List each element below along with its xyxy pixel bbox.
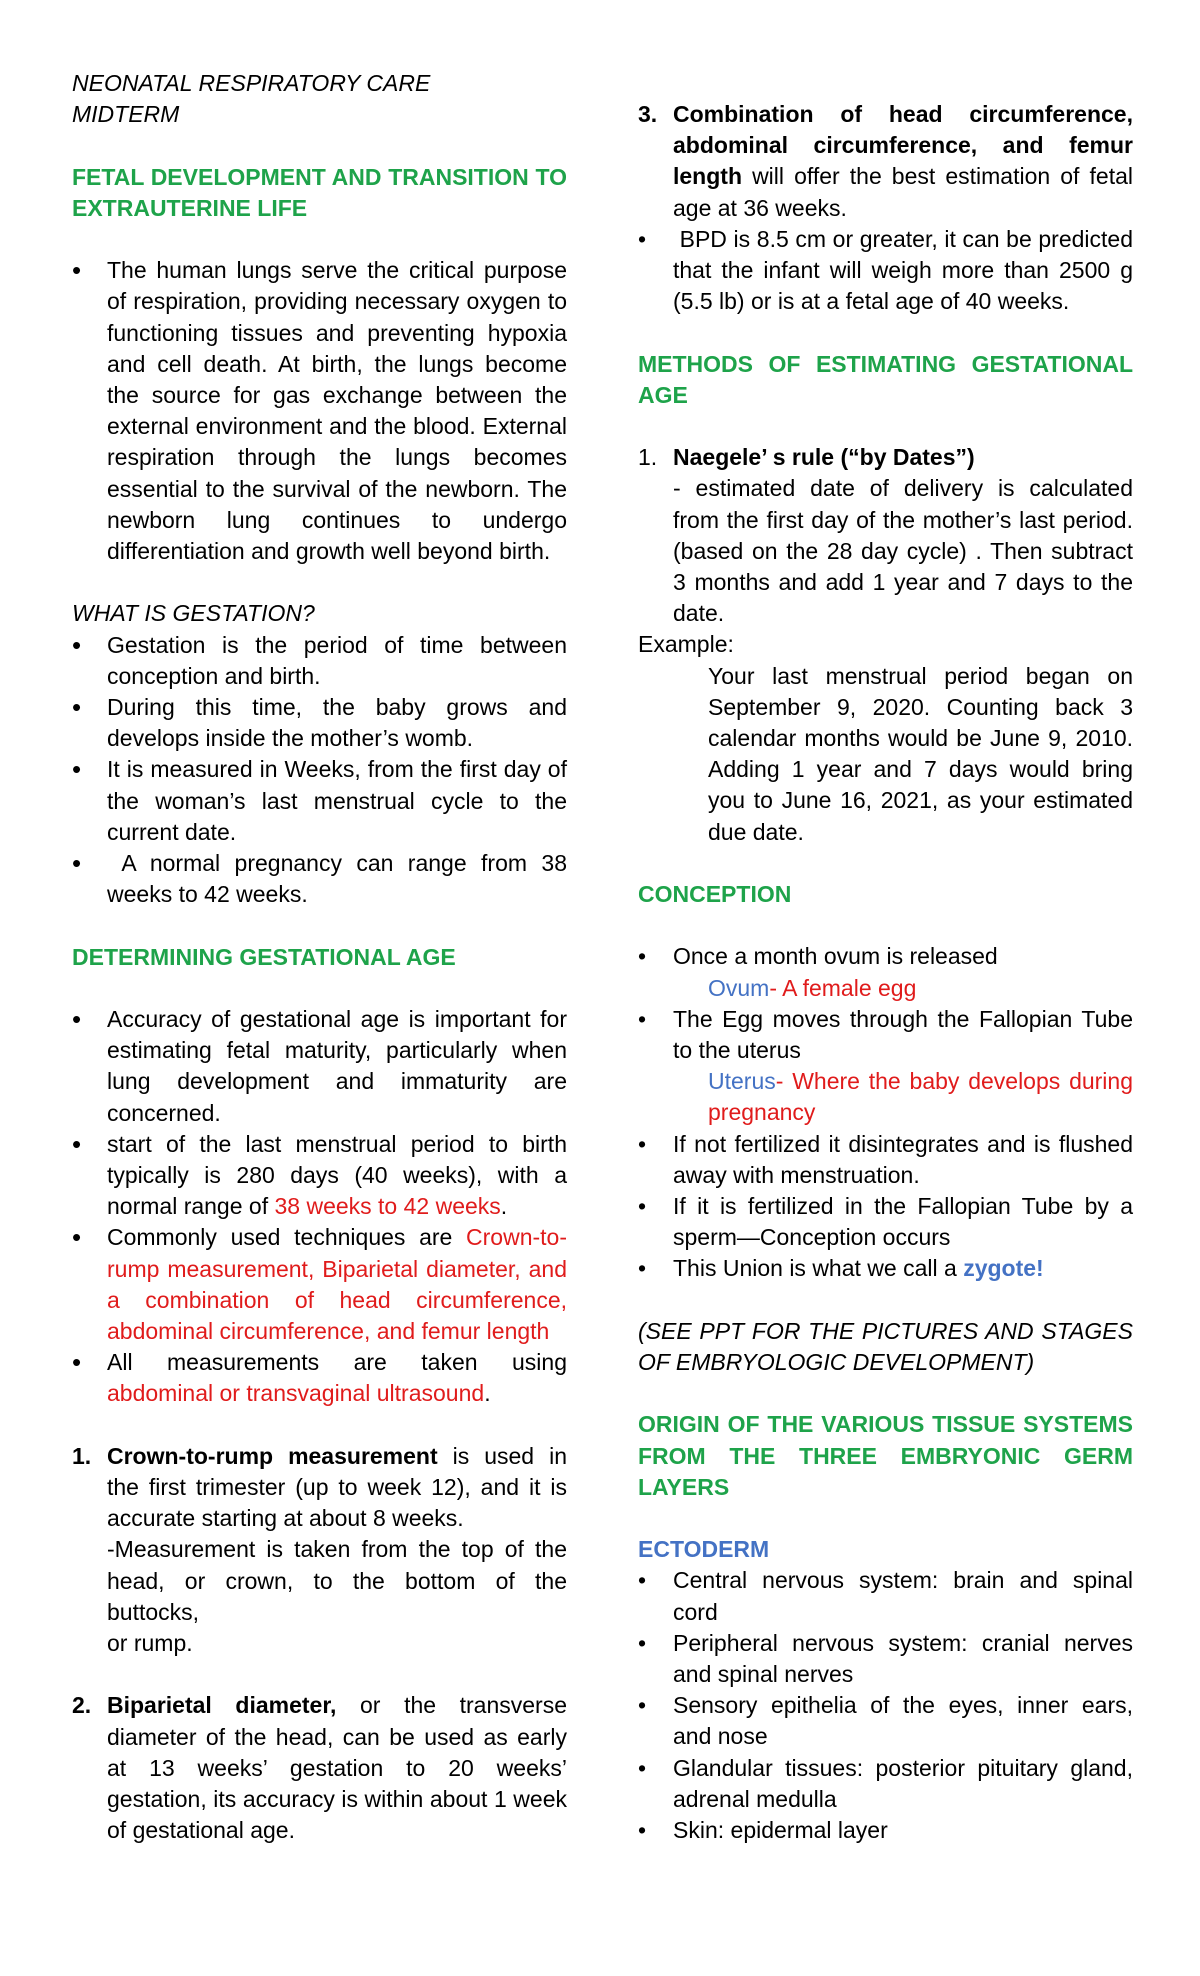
ovum-definition bbox=[638, 973, 1133, 1004]
zygote-term: zygote! bbox=[963, 1255, 1044, 1282]
determining-item-1 bbox=[72, 1004, 567, 1129]
numbered-item-1 bbox=[72, 1441, 567, 1659]
bullet-icon: • bbox=[638, 1567, 647, 1594]
example-label: Example: bbox=[638, 631, 734, 658]
ectoderm-text-3: Sensory epithelia of the eyes, inner ears, and nose bbox=[673, 1692, 1133, 1750]
determining-item-4 bbox=[72, 1347, 567, 1409]
bullet-icon: • bbox=[638, 1193, 647, 1220]
bpd-text: BPD is 8.5 cm or greater, it can be predicted that the infant will weigh more than 2500 g (5.5 lb) or is at a fetal age of 40 weeks. bbox=[673, 225, 1140, 315]
crown-rump-measurement-note: -Measurement is taken from the top of the head, or crown, to the bottom of the buttocks, bbox=[107, 1536, 567, 1625]
determining-text-4: All measurements are taken using bbox=[107, 1349, 567, 1376]
period: . bbox=[500, 1193, 508, 1220]
heading-what-is-gestation: WHAT IS GESTATION? bbox=[72, 600, 315, 627]
bullet-icon: • bbox=[72, 255, 82, 286]
heading-fetal-development: FETAL DEVELOPMENT AND TRANSITION TO EXTRAUTERINE LIFE bbox=[72, 163, 567, 221]
course-title: NEONATAL RESPIRATORY CARE bbox=[72, 70, 431, 96]
gestation-text-4: A normal pregnancy can range from 38 weeks to 42 weeks. bbox=[107, 850, 574, 908]
bullet-icon: • bbox=[72, 1347, 82, 1378]
bullet-icon: • bbox=[638, 225, 647, 252]
determining-item-2 bbox=[72, 1129, 567, 1223]
biparietal-term: Biparietal diameter, bbox=[107, 1692, 337, 1719]
ectoderm-item-3 bbox=[638, 1690, 1133, 1752]
ovum-term: Ovum bbox=[708, 974, 770, 1001]
exam-label: MIDTERM bbox=[72, 101, 180, 128]
bullet-icon: • bbox=[638, 1130, 647, 1157]
ultrasound-highlight: abdominal or transvaginal ultrasound bbox=[107, 1380, 485, 1407]
gestation-item-3 bbox=[72, 754, 567, 848]
ectoderm-item-1 bbox=[638, 1565, 1133, 1627]
naegele-title: Naegele’ s rule (“by Dates”) bbox=[673, 444, 975, 471]
combination-desc: will offer the best estimation of fetal age at 36 weeks. bbox=[673, 163, 1133, 221]
number-label: 1. bbox=[72, 1442, 92, 1469]
conception-item-2 bbox=[638, 1004, 1133, 1066]
bullet-icon: • bbox=[72, 754, 82, 785]
ectoderm-text-1: Central nervous system: brain and spinal cord bbox=[673, 1567, 1133, 1625]
heading-methods: METHODS OF ESTIMATING GESTATIONAL AGE bbox=[638, 350, 1133, 408]
ectoderm-item-4 bbox=[638, 1753, 1133, 1815]
ovum-def: - A female egg bbox=[769, 974, 917, 1001]
conception-text-5: This Union is what we call a bbox=[673, 1255, 964, 1282]
gestation-item-4 bbox=[72, 848, 574, 910]
bullet-icon: • bbox=[638, 1255, 647, 1282]
bullet-icon: • bbox=[72, 629, 82, 660]
heading-determining-gestational-age: DETERMINING GESTATIONAL AGE bbox=[72, 943, 456, 970]
crown-rump-note-end: or rump. bbox=[107, 1630, 193, 1657]
bullet-icon: • bbox=[638, 1817, 647, 1844]
heading-ectoderm: ECTODERM bbox=[638, 1536, 770, 1563]
conception-text-2: The Egg moves through the Fallopian Tube to the uterus bbox=[673, 1005, 1133, 1064]
normal-range-highlight: 38 weeks to 42 weeks bbox=[274, 1193, 501, 1220]
number-label: 1. bbox=[638, 444, 658, 471]
naegele-desc: - estimated date of delivery is calculated from the first day of the mother’s last period. (based on the 28 day cycle) . Then subtract 3 months and add 1 year and 7 days to the date. bbox=[673, 475, 1133, 627]
determining-text-2: start of the last menstrual period to birth typically is 280 days (40 weeks), with a normal range of bbox=[107, 1130, 567, 1220]
heading-origin: ORIGIN OF THE VARIOUS TISSUE SYSTEMS FROM THE THREE EMBRYONIC GERM LAYERS bbox=[638, 1411, 1133, 1500]
crown-rump-term: Crown-to-rump measurement bbox=[107, 1442, 438, 1469]
ectoderm-text-2: Peripheral nervous system: cranial nerves and spinal nerves bbox=[673, 1629, 1133, 1688]
conception-item-1 bbox=[638, 941, 1133, 972]
conception-text-4: If it is fertilized in the Fallopian Tube by a sperm—Conception occurs bbox=[673, 1193, 1133, 1251]
conception-item-5 bbox=[638, 1253, 1133, 1284]
uterus-term: Uterus bbox=[708, 1068, 776, 1095]
method-item-1 bbox=[638, 442, 1133, 629]
bullet-icon: • bbox=[638, 1629, 647, 1656]
see-ppt-note: (SEE PPT FOR THE PICTURES AND STAGES OF EMBRYOLOGIC DEVELOPMENT) bbox=[638, 1317, 1133, 1376]
techniques-highlight: Crown-to-rump measurement, Biparietal diameter, and a combination of head circumference, abdominal circumference, and femur length bbox=[107, 1224, 567, 1345]
bullet-icon: • bbox=[638, 1005, 647, 1032]
numbered-item-2 bbox=[72, 1690, 567, 1846]
conception-text-1: Once a month ovum is released bbox=[673, 943, 998, 970]
gestation-item-1 bbox=[72, 630, 567, 692]
conception-text-3: If not fertilized it disintegrates and is flushed away with menstruation. bbox=[673, 1130, 1133, 1188]
ectoderm-item-2 bbox=[638, 1628, 1133, 1690]
number-label: 2. bbox=[72, 1692, 92, 1719]
bullet-icon: • bbox=[72, 1222, 82, 1253]
conception-item-3 bbox=[638, 1129, 1133, 1191]
right-column bbox=[638, 99, 1140, 1846]
bullet-icon: • bbox=[72, 1004, 82, 1035]
gestation-text-2: During this time, the baby grows and develops inside the mother’s womb. bbox=[107, 694, 567, 752]
uterus-definition bbox=[638, 1066, 1133, 1128]
determining-item-3 bbox=[72, 1222, 567, 1347]
number-label: 3. bbox=[638, 101, 658, 127]
gestation-text-1: Gestation is the period of time between conception and birth. bbox=[107, 631, 567, 689]
bullet-icon: • bbox=[638, 1692, 647, 1719]
bullet-icon: • bbox=[638, 1754, 647, 1781]
ectoderm-item-5 bbox=[638, 1815, 1133, 1846]
bullet-icon: • bbox=[638, 943, 647, 970]
ectoderm-text-4: Glandular tissues: posterior pituitary gland, adrenal medulla bbox=[673, 1754, 1133, 1812]
determining-text-3: Commonly used techniques are bbox=[107, 1224, 467, 1251]
crown-rump-desc: is used in the first trimester (up to week 12), and it is accurate starting at about 8 weeks. bbox=[107, 1442, 567, 1532]
ectoderm-text-5: Skin: epidermal layer bbox=[673, 1817, 888, 1844]
numbered-item-3 bbox=[638, 99, 1133, 224]
lungs-bullet bbox=[72, 255, 567, 567]
bullet-icon: • bbox=[72, 692, 82, 723]
conception-item-4 bbox=[638, 1191, 1133, 1253]
bullet-icon: • bbox=[72, 1128, 82, 1159]
determining-text-1: Accuracy of gestational age is important for estimating fetal maturity, particularly when lung development and immaturity are concerned. bbox=[107, 1006, 567, 1126]
biparietal-desc: or the transverse diameter of the head, can be used as early at 13 weeks’ gestation to 20 weeks’ gestation, its accuracy is within about 1 week of gestational age. bbox=[107, 1692, 568, 1844]
uterus-def: - Where the baby develops during pregnancy bbox=[708, 1068, 1133, 1126]
period: . bbox=[484, 1380, 491, 1407]
lungs-paragraph: The human lungs serve the critical purpose of respiration, providing necessary oxygen to functioning tissues and preventing hypoxia and cell death. At birth, the lungs become the source for gas exchange between the external environment and the blood. External respiration through the lungs becomes essential to the survival of the newborn. The newborn lung continues to undergo differentiation and growth well beyond birth. bbox=[107, 257, 567, 565]
heading-conception: CONCEPTION bbox=[638, 881, 792, 908]
example-text: Your last menstrual period began on September 9, 2020. Counting back 3 calendar months would be June 9, 2010. Adding 1 year and 7 days would bring you to June 16, 2021, as your estimated due date. bbox=[708, 662, 1133, 845]
gestation-text-3: It is measured in Weeks, from the first day of the woman’s last menstrual cycle to the current date. bbox=[107, 756, 567, 845]
left-column bbox=[72, 68, 574, 1846]
bpd-item bbox=[638, 224, 1140, 318]
gestation-item-2 bbox=[72, 692, 567, 754]
combination-term: Combination of head circumference, abdominal circumference, and femur length bbox=[673, 101, 1133, 190]
bullet-icon: • bbox=[72, 848, 82, 879]
